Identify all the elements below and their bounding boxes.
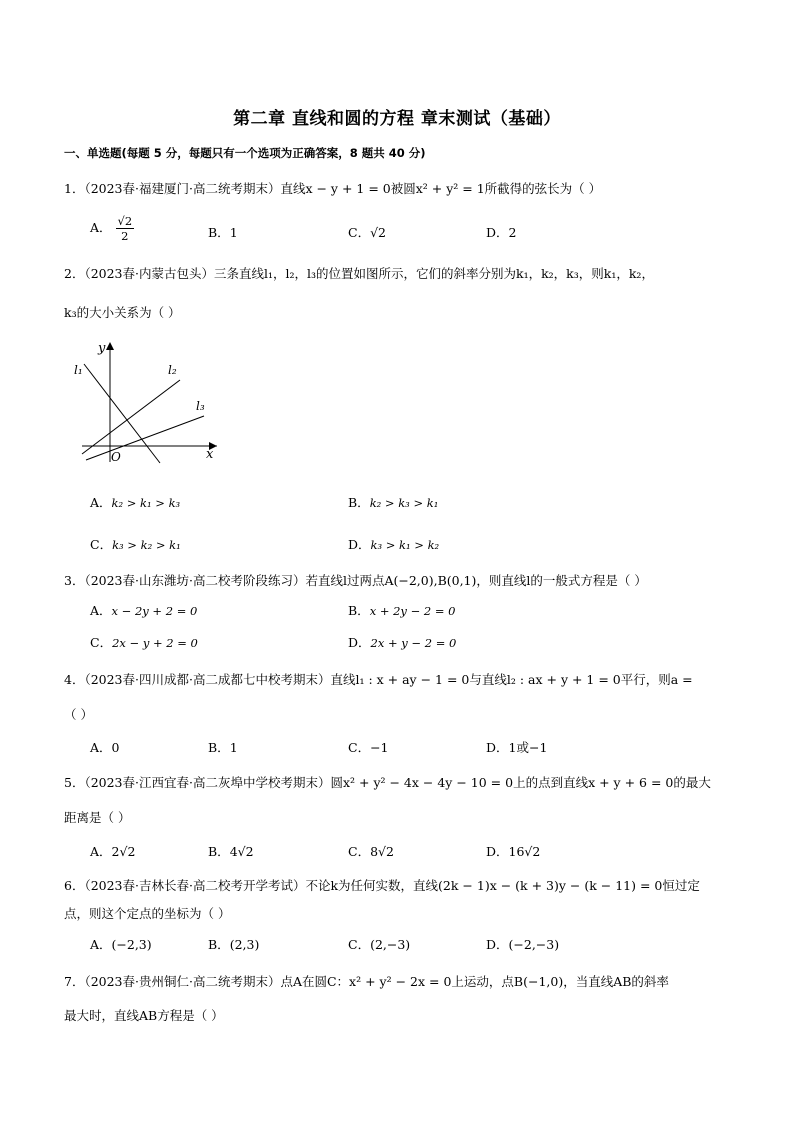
question-number: 2． bbox=[64, 266, 85, 281]
option-value: k₃ > k₂ > k₁ bbox=[112, 538, 181, 552]
option-label: D． bbox=[486, 844, 509, 859]
option-value: (−2,3) bbox=[111, 937, 152, 952]
option-a bbox=[90, 214, 134, 243]
question-2-continued: k₃的大小关系为（ ） bbox=[64, 305, 181, 320]
option-a bbox=[90, 842, 135, 860]
option-a bbox=[90, 935, 152, 953]
option-label: D． bbox=[486, 740, 509, 755]
option-value: k₃ > k₁ > k₂ bbox=[370, 538, 440, 552]
line-l1 bbox=[84, 364, 160, 463]
option-label: D． bbox=[486, 937, 509, 952]
option-label: C． bbox=[90, 537, 113, 552]
option-label: C． bbox=[348, 225, 371, 240]
option-label: B． bbox=[208, 225, 230, 240]
option-c bbox=[90, 535, 181, 553]
option-value: (2,−3) bbox=[370, 937, 411, 952]
option-label: C． bbox=[348, 937, 371, 952]
question-3 bbox=[64, 571, 647, 589]
question-2 bbox=[64, 264, 654, 282]
option-b bbox=[208, 935, 259, 953]
option-value: 2x + y − 2 = 0 bbox=[370, 636, 457, 650]
question-1 bbox=[64, 179, 601, 197]
option-label: B． bbox=[208, 740, 230, 755]
option-label: A． bbox=[90, 844, 112, 859]
question-text: （2023春·贵州铜仁·高二统考期末）点A在圆C：x² + y² − 2x = 0上运动，点B(−1,0)，当直线AB的斜率 bbox=[84, 974, 669, 989]
label-origin: O bbox=[111, 450, 121, 464]
label-l2: l₂ bbox=[168, 363, 177, 377]
question-number: 4． bbox=[64, 672, 85, 687]
label-l1: l₁ bbox=[74, 363, 83, 377]
option-c bbox=[90, 633, 198, 651]
option-c bbox=[348, 935, 410, 953]
option-b bbox=[208, 842, 254, 860]
option-d bbox=[486, 842, 540, 860]
option-d bbox=[486, 738, 547, 756]
question-number: 6． bbox=[64, 878, 85, 893]
option-label: C． bbox=[90, 635, 113, 650]
option-d bbox=[486, 223, 516, 241]
label-x: x bbox=[206, 447, 214, 462]
option-value: (2,3) bbox=[229, 937, 260, 952]
lines-figure bbox=[72, 336, 222, 466]
option-a bbox=[90, 738, 119, 756]
option-value: 0 bbox=[111, 740, 120, 755]
question-text: （2023春·四川成都·高二成都七中校考期末）直线l₁ : x + ay − 1 = 0与直线l₂ : ax + y + 1 = 0平行，则a = bbox=[84, 672, 693, 687]
question-5 bbox=[64, 773, 711, 791]
question-4 bbox=[64, 670, 693, 688]
option-value: k₂ > k₃ > k₁ bbox=[369, 496, 439, 510]
option-label: A． bbox=[90, 740, 112, 755]
option-c bbox=[348, 738, 389, 756]
label-l3: l₃ bbox=[196, 399, 205, 413]
option-b bbox=[208, 738, 238, 756]
option-label: B． bbox=[348, 603, 370, 618]
label-y: y bbox=[98, 341, 106, 356]
option-value: (−2,−3) bbox=[508, 937, 560, 952]
option-value: 2√2 bbox=[111, 844, 136, 859]
question-7 bbox=[64, 972, 669, 990]
question-number: 5． bbox=[64, 775, 85, 790]
option-value: x − 2y + 2 = 0 bbox=[111, 604, 198, 618]
question-number: 7． bbox=[64, 974, 85, 989]
option-value: x + 2y − 2 = 0 bbox=[369, 604, 456, 618]
question-text: （2023春·内蒙古包头）三条直线l₁，l₂，l₃的位置如图所示，它们的斜率分别为k₁，k₂，k₃，则k₁，k₂， bbox=[84, 266, 654, 281]
option-label: A． bbox=[90, 603, 112, 618]
question-7-continued: 最大时，直线AB方程是（ ） bbox=[64, 1008, 224, 1023]
fraction-numerator: √2 bbox=[117, 214, 133, 228]
option-value: 8√2 bbox=[370, 844, 394, 859]
question-text: （2023春·江西宜春·高二灰埠中学校考期末）圆x² + y² − 4x − 4y − 10 = 0上的点到直线x + y + 6 = 0的最大 bbox=[84, 775, 711, 790]
option-value: 1 bbox=[229, 740, 238, 755]
question-text: （2023春·吉林长春·高二校考开学考试）不论k为任何实数，直线(2k − 1)x − (k + 3)y − (k − 11) = 0恒过定 bbox=[84, 878, 700, 893]
option-value: 2x − y + 2 = 0 bbox=[112, 636, 198, 650]
option-label: A． bbox=[90, 495, 112, 510]
question-6 bbox=[64, 876, 700, 894]
option-label: B． bbox=[208, 937, 230, 952]
option-a bbox=[90, 493, 180, 511]
fraction-denominator: 2 bbox=[121, 229, 129, 243]
option-d bbox=[348, 633, 456, 651]
option-label: B． bbox=[208, 844, 230, 859]
option-label: D． bbox=[348, 635, 371, 650]
option-label: B． bbox=[348, 495, 370, 510]
option-c bbox=[348, 842, 394, 860]
option-value: 1 bbox=[229, 225, 238, 240]
option-label: D． bbox=[486, 225, 509, 240]
option-value: k₂ > k₁ > k₃ bbox=[111, 496, 181, 510]
question-5-continued: 距离是（ ） bbox=[64, 810, 131, 825]
option-value: 1或−1 bbox=[508, 740, 548, 755]
option-b bbox=[348, 493, 438, 511]
option-b bbox=[348, 601, 455, 619]
y-axis-arrow bbox=[106, 342, 114, 350]
option-a bbox=[90, 601, 197, 619]
question-6-continued: 点，则这个定点的坐标为（ ） bbox=[64, 906, 231, 921]
question-text: （2023春·山东潍坊·高二校考阶段练习）若直线l过两点A(−2,0),B(0,1)，则直线l的一般式方程是（ ） bbox=[84, 573, 647, 588]
option-value: −1 bbox=[370, 740, 389, 755]
option-label: A． bbox=[90, 937, 112, 952]
option-value: √2 bbox=[370, 225, 386, 240]
option-b bbox=[208, 223, 238, 241]
section-heading: 一、单选题(每题 5 分，每题只有一个选项为正确答案，8 题共 40 分) bbox=[64, 146, 426, 160]
option-d bbox=[486, 935, 559, 953]
option-label: C． bbox=[348, 740, 371, 755]
question-number: 3． bbox=[64, 573, 85, 588]
question-text: （2023春·福建厦门·高二统考期末）直线x − y + 1 = 0被圆x² + y² = 1所截得的弦长为（ ） bbox=[84, 181, 602, 196]
option-label: A． bbox=[90, 220, 112, 235]
option-label: D． bbox=[348, 537, 371, 552]
option-value: 4√2 bbox=[229, 844, 254, 859]
option-c bbox=[348, 223, 386, 241]
option-value: 16√2 bbox=[508, 844, 541, 859]
option-d bbox=[348, 535, 439, 553]
option-value: 2 bbox=[508, 225, 517, 240]
option-label: C． bbox=[348, 844, 371, 859]
question-number: 1． bbox=[64, 181, 85, 196]
fraction bbox=[116, 214, 135, 243]
question-4-continued: （ ） bbox=[64, 707, 93, 722]
page-title: 第二章 直线和圆的方程 章末测试（基础） bbox=[233, 109, 561, 129]
